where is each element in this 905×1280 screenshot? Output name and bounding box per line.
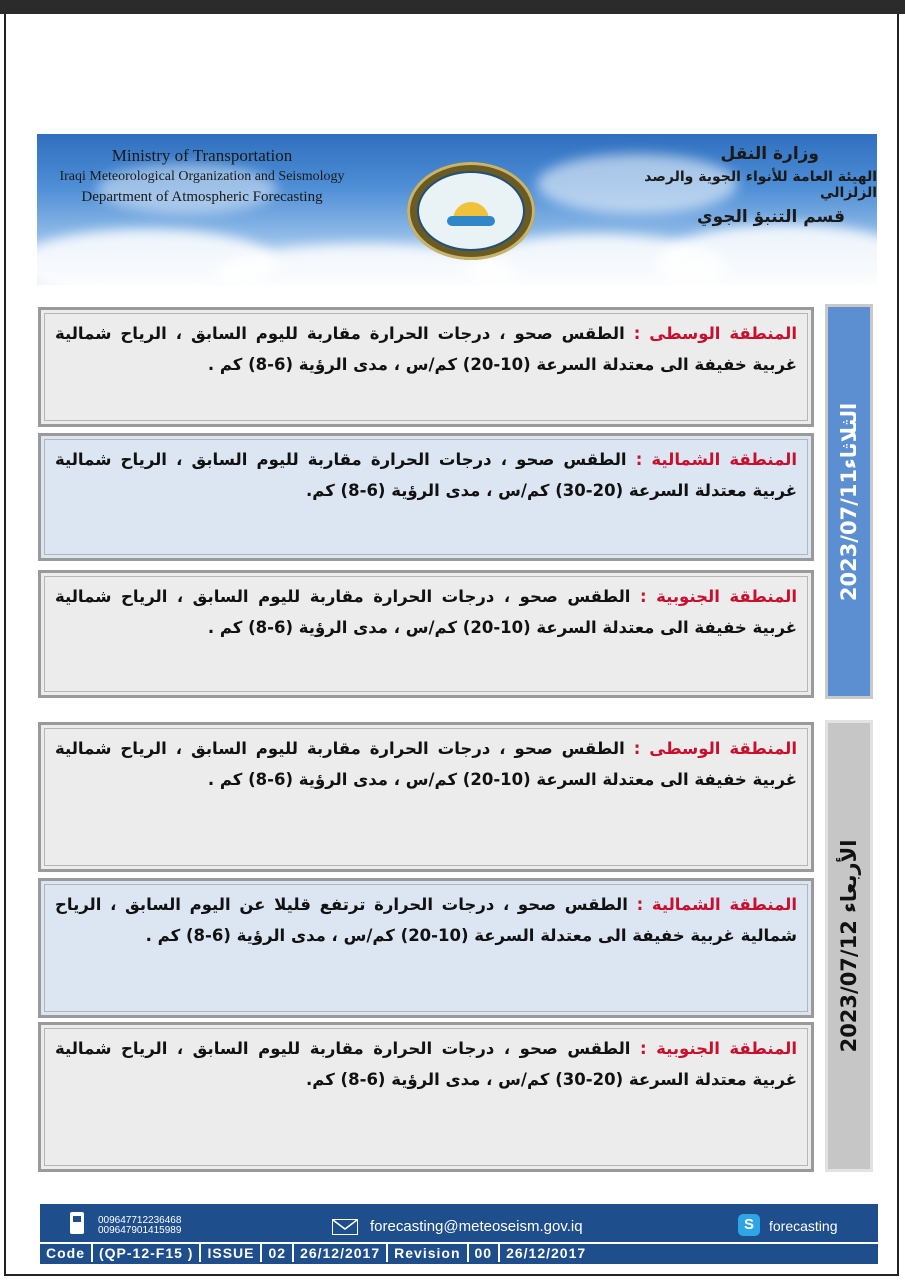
day1-date-tab <box>825 304 873 699</box>
department-name-ar: قسم التنبؤ الجوي <box>697 207 845 227</box>
revision-date: 26/12/2017 <box>506 1245 587 1261</box>
region-name: المنطقة الجنوبية : <box>639 1039 797 1058</box>
revision-label: Revision <box>388 1244 468 1262</box>
day2-region-north <box>38 878 814 1018</box>
region-name: المنطقة الجنوبية : <box>639 587 797 606</box>
phone-number: 009647712236468 <box>98 1215 182 1226</box>
region-forecast: الطقس صحو ، درجات الحرارة مقاربة لليوم السابق ، الرياح شمالية غربية معتدلة السرعة (20-30) كم/س ، مدى الرؤية (6-8) كم. <box>55 450 797 500</box>
logo-emblem <box>407 162 535 260</box>
phone-icon <box>70 1212 84 1234</box>
day2-date-tab <box>825 720 873 1172</box>
issue-value: 02 <box>262 1244 294 1262</box>
region-forecast: الطقس صحو ، درجات الحرارة مقاربة لليوم السابق ، الرياح شمالية غربية خفيفة الى معتدلة السرعة (10-20) كم/س ، مدى الرؤية (6-8) كم . <box>55 324 797 374</box>
issue-date: 26/12/2017 <box>294 1244 388 1262</box>
department-name-en: Department of Atmospheric Forecasting <box>81 189 323 205</box>
region-name: المنطقة الوسطى : <box>633 739 798 758</box>
issue-label: ISSUE <box>201 1244 262 1262</box>
day2-region-south <box>38 1022 814 1172</box>
region-forecast: الطقس صحو ، درجات الحرارة ترتفع قليلا عن اليوم السابق ، الرياح شمالية غربية خفيفة الى معتدلة السرعة (10-20) كم/س ، مدى الرؤية (6-8) كم . <box>55 895 797 945</box>
region-forecast: الطقس صحو ، درجات الحرارة مقاربة لليوم السابق ، الرياح شمالية غربية خفيفة الى معتدلة السرعة (10-20) كم/س ، مدى الرؤية (6-8) كم . <box>55 587 797 637</box>
day2-region-central <box>38 722 814 872</box>
region-name: المنطقة الوسطى : <box>633 324 798 343</box>
ministry-name-ar: وزارة النقل <box>720 144 819 164</box>
organization-name-en: Iraqi Meteorological Organization and Seismology <box>59 169 345 184</box>
day1-region-central <box>38 307 814 427</box>
email-address[interactable]: forecasting@meteoseism.gov.iq <box>370 1218 583 1235</box>
phone-numbers <box>98 1216 181 1236</box>
header-banner <box>37 134 877 285</box>
region-name: المنطقة الشمالية : <box>635 450 797 469</box>
skype-handle: forecasting <box>769 1218 838 1234</box>
document-code-row <box>40 1242 878 1262</box>
header-arabic <box>617 144 877 227</box>
code-value: (QP-12-F15 ) <box>93 1244 201 1262</box>
day1-region-north <box>38 433 814 561</box>
organization-name-ar: الهيئة العامة للأنواء الجوية والرصد الزلزالي <box>644 169 877 201</box>
region-forecast: الطقس صحو ، درجات الحرارة مقاربة لليوم السابق ، الرياح شمالية غربية خفيفة الى معتدلة السرعة (10-20) كم/س ، مدى الرؤية (6-8) كم . <box>55 739 797 789</box>
code-label: Code <box>40 1244 93 1262</box>
phone-number: 009647901415989 <box>98 1225 182 1236</box>
mail-icon <box>332 1219 358 1235</box>
header-english <box>37 146 367 206</box>
region-forecast: الطقس صحو ، درجات الحرارة مقاربة لليوم السابق ، الرياح شمالية غربية معتدلة السرعة (20-30) كم/س ، مدى الرؤية (6-8) كم. <box>55 1039 797 1089</box>
top-edge-bar <box>0 0 905 14</box>
skype-icon: S <box>738 1214 760 1236</box>
day1-date-label: الثلاثاء2023/07/11 <box>837 402 861 601</box>
day1-region-south <box>38 570 814 698</box>
footer <box>40 1204 878 1264</box>
ministry-name-en: Ministry of Transportation <box>111 146 293 165</box>
revision-value: 00 <box>469 1244 501 1262</box>
day2-date-label: الأربعاء 2023/07/12 <box>837 839 861 1053</box>
region-name: المنطقة الشمالية : <box>636 895 797 914</box>
